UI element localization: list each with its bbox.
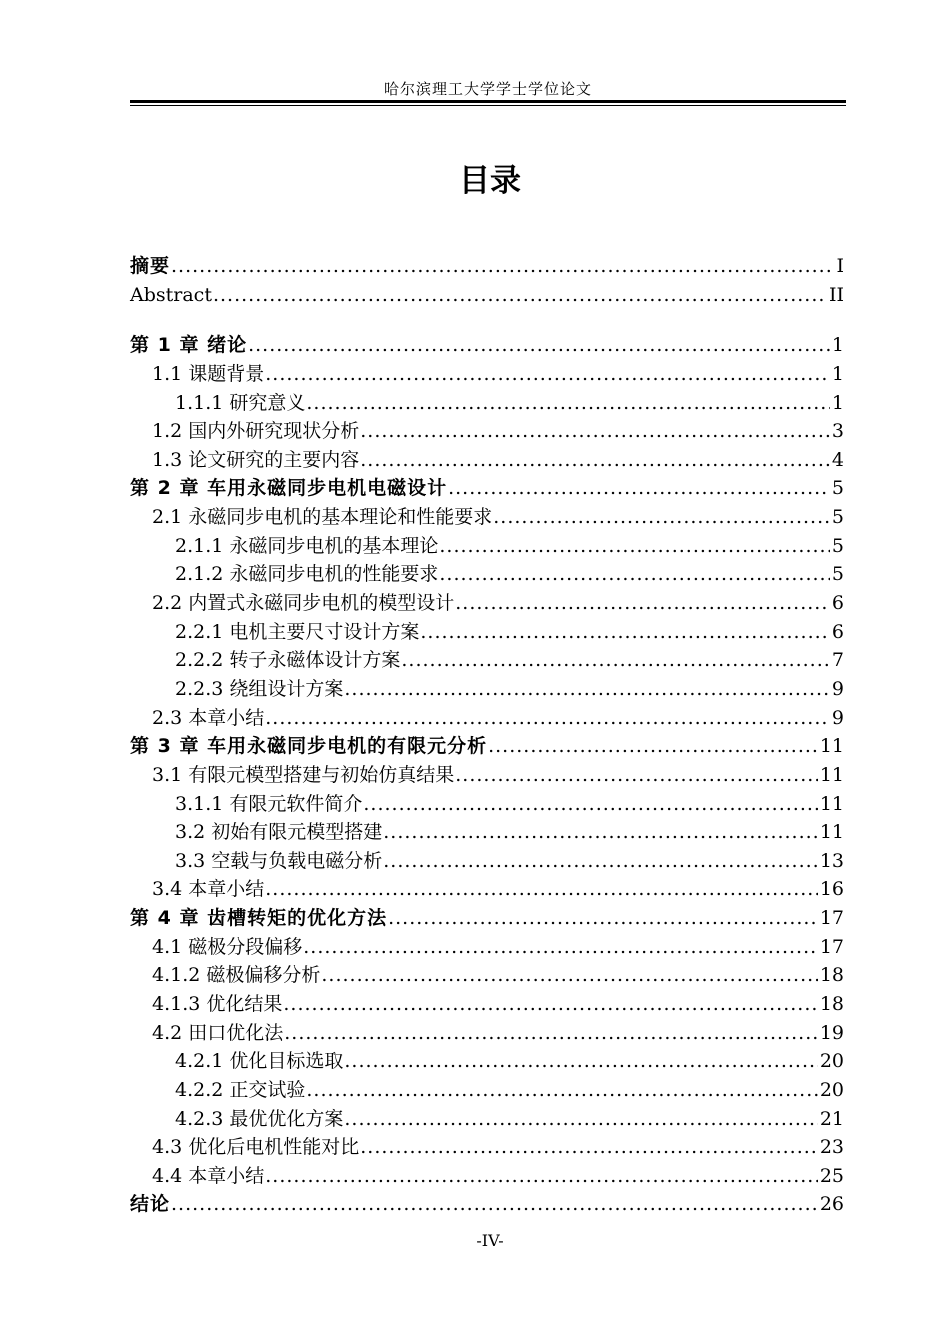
toc-entry-label: 4.1.2 磁极偏移分析	[152, 964, 321, 987]
toc-entry-label: 1.1.1 研究意义	[175, 391, 306, 414]
toc-entry-label: 1.3 论文研究的主要内容	[152, 448, 360, 471]
table-of-contents	[130, 252, 844, 1219]
toc-entry-page: 18	[819, 964, 844, 987]
toc-entry[interactable]	[130, 1019, 844, 1048]
toc-entry[interactable]	[130, 1105, 844, 1134]
toc-entry-label: 4.2.1 优化目标选取	[175, 1050, 344, 1073]
toc-entry[interactable]	[130, 847, 844, 876]
toc-entry-page: 6	[831, 592, 844, 615]
toc-leader	[171, 252, 834, 281]
toc-entry-label: 4.2 田口优化法	[152, 1021, 284, 1044]
toc-entry-label: 4.2.2 正交试验	[175, 1078, 306, 1101]
toc-entry[interactable]	[130, 503, 844, 532]
toc-entry-label: 3.1 有限元模型搭建与初始仿真结果	[152, 763, 455, 786]
toc-leader	[344, 1105, 817, 1134]
toc-entry[interactable]	[130, 474, 844, 503]
toc-entry-page: 16	[819, 878, 844, 901]
toc-entry[interactable]	[130, 417, 844, 446]
toc-entry-label: Abstract	[130, 283, 212, 306]
toc-entry-label: 4.3 优化后电机性能对比	[152, 1136, 360, 1159]
toc-entry-page: 5	[831, 534, 844, 557]
toc-leader	[388, 904, 818, 933]
toc-leader	[493, 503, 830, 532]
toc-leader	[265, 704, 830, 733]
toc-entry-page: I	[836, 254, 844, 277]
toc-entry-label: 1.1 课题背景	[152, 362, 265, 385]
toc-entry-page: 11	[819, 763, 844, 786]
toc-entry-page: 1	[831, 391, 844, 414]
toc-entry-label: 3.3 空载与负载电磁分析	[175, 849, 383, 872]
toc-leader	[265, 1162, 818, 1191]
toc-leader	[306, 389, 830, 418]
toc-entry-label: 2.3 本章小结	[152, 706, 265, 729]
toc-entry-label: 2.2 内置式永磁同步电机的模型设计	[152, 592, 455, 615]
toc-entry[interactable]	[130, 1047, 844, 1076]
page-number: -IV-	[476, 1231, 504, 1250]
toc-leader	[439, 532, 830, 561]
toc-entry-label: 2.1.1 永磁同步电机的基本理论	[175, 534, 439, 557]
toc-entry[interactable]	[130, 646, 844, 675]
toc-entry-page: 17	[819, 935, 844, 958]
toc-entry-page: 21	[819, 1107, 844, 1130]
toc-leader	[344, 1047, 817, 1076]
toc-entry[interactable]	[130, 360, 844, 389]
toc-entry[interactable]	[130, 1162, 844, 1191]
page-title: 目录	[459, 163, 521, 199]
toc-entry[interactable]	[130, 990, 844, 1019]
toc-entry-label: 4.1 磁极分段偏移	[152, 935, 303, 958]
toc-leader	[171, 1190, 818, 1219]
toc-entry[interactable]	[130, 904, 844, 933]
toc-entry[interactable]	[130, 933, 844, 962]
toc-entry-page: 3	[831, 420, 844, 443]
toc-entry[interactable]	[130, 560, 844, 589]
toc-entry-label: 4.2.3 最优优化方案	[175, 1107, 344, 1130]
toc-leader	[265, 360, 830, 389]
toc-entry-page: 17	[819, 907, 844, 930]
toc-entry[interactable]	[130, 252, 844, 281]
toc-entry[interactable]	[130, 732, 844, 761]
toc-entry-label: 4.4 本章小结	[152, 1164, 265, 1187]
toc-entry-label: 2.2.2 转子永磁体设计方案	[175, 649, 401, 672]
toc-entry-label: 结论	[130, 1193, 171, 1216]
toc-entry-label: 第 3 章 车用永磁同步电机的有限元分析	[130, 735, 488, 758]
toc-leader	[306, 1076, 817, 1105]
toc-entry[interactable]	[130, 1191, 844, 1220]
toc-entry[interactable]	[130, 446, 844, 475]
toc-leader	[439, 560, 830, 589]
toc-entry-label: 摘要	[130, 254, 171, 277]
toc-leader	[344, 675, 830, 704]
toc-entry-page: II	[828, 283, 844, 306]
toc-entry-page: 6	[831, 620, 844, 643]
toc-leader	[321, 961, 817, 990]
toc-entry-page: 1	[831, 334, 844, 357]
toc-entry-page: 25	[819, 1164, 844, 1187]
toc-entry-page: 23	[819, 1136, 844, 1159]
toc-leader	[360, 1133, 818, 1162]
toc-leader	[383, 818, 818, 847]
toc-entry-label: 2.1.2 永磁同步电机的性能要求	[175, 563, 439, 586]
toc-leader	[383, 847, 818, 876]
toc-leader	[248, 331, 830, 360]
toc-entry[interactable]	[130, 818, 844, 847]
toc-entry-label: 3.4 本章小结	[152, 878, 265, 901]
toc-leader	[360, 417, 830, 446]
toc-entry[interactable]	[130, 618, 844, 647]
toc-entry-page: 19	[819, 1021, 844, 1044]
toc-entry[interactable]	[130, 1133, 844, 1162]
toc-entry-label: 第 1 章 绪论	[130, 334, 248, 357]
toc-leader	[303, 933, 818, 962]
toc-entry[interactable]	[130, 532, 844, 561]
toc-entry[interactable]	[130, 704, 844, 733]
toc-entry-label: 2.2.1 电机主要尺寸设计方案	[175, 620, 420, 643]
toc-leader	[448, 474, 830, 503]
toc-entry[interactable]	[130, 389, 844, 418]
toc-leader	[213, 281, 827, 310]
toc-entry-label: 第 4 章 齿槽转矩的优化方法	[130, 907, 388, 930]
toc-entry-label: 2.2.3 绕组设计方案	[175, 677, 344, 700]
toc-entry-page: 1	[831, 362, 844, 385]
toc-entry-label: 4.1.3 优化结果	[152, 993, 283, 1015]
toc-entry-page: 26	[819, 1193, 844, 1216]
toc-leader	[455, 589, 830, 618]
toc-entry-page: 20	[819, 1050, 844, 1073]
toc-leader	[265, 875, 818, 904]
toc-entry-page: 20	[819, 1078, 844, 1101]
running-header: 哈尔滨理工大学学士学位论文	[383, 80, 592, 98]
toc-entry-page: 9	[831, 677, 844, 700]
toc-entry-label: 3.2 初始有限元模型搭建	[175, 821, 383, 844]
header-rule-thin	[130, 105, 846, 106]
toc-entry-page: 5	[831, 563, 844, 586]
toc-entry-page: 5	[831, 477, 844, 500]
toc-entry-page: 13	[819, 849, 844, 872]
toc-entry-page: 5	[831, 506, 844, 529]
toc-leader	[420, 618, 830, 647]
toc-leader	[488, 732, 818, 761]
toc-entry-label: 3.1.1 有限元软件简介	[175, 792, 363, 815]
toc-leader	[283, 990, 817, 1019]
toc-entry[interactable]	[130, 589, 844, 618]
toc-leader	[284, 1019, 818, 1048]
toc-entry[interactable]	[130, 790, 844, 819]
toc-entry[interactable]	[130, 331, 844, 360]
toc-entry[interactable]	[130, 1076, 844, 1105]
toc-entry-page: 11	[819, 821, 844, 844]
toc-entry[interactable]	[130, 281, 844, 310]
toc-entry-page: 9	[831, 706, 844, 729]
toc-leader	[401, 646, 830, 675]
toc-entry-page: 18	[819, 993, 844, 1015]
toc-entry[interactable]	[130, 761, 844, 790]
toc-leader	[360, 446, 830, 475]
toc-entry[interactable]	[130, 675, 844, 704]
toc-entry-page: 11	[819, 792, 844, 815]
toc-leader	[363, 790, 817, 819]
toc-entry-label: 1.2 国内外研究现状分析	[152, 420, 360, 443]
toc-entry-page: 4	[831, 448, 844, 471]
toc-entry[interactable]	[130, 961, 844, 990]
toc-leader	[455, 761, 818, 790]
toc-entry-label: 第 2 章 车用永磁同步电机电磁设计	[130, 477, 448, 500]
toc-entry[interactable]	[130, 875, 844, 904]
toc-entry-page: 7	[831, 649, 844, 672]
header-rule-thick	[130, 100, 846, 103]
toc-entry-page: 11	[819, 735, 844, 758]
toc-entry-label: 2.1 永磁同步电机的基本理论和性能要求	[152, 506, 493, 529]
